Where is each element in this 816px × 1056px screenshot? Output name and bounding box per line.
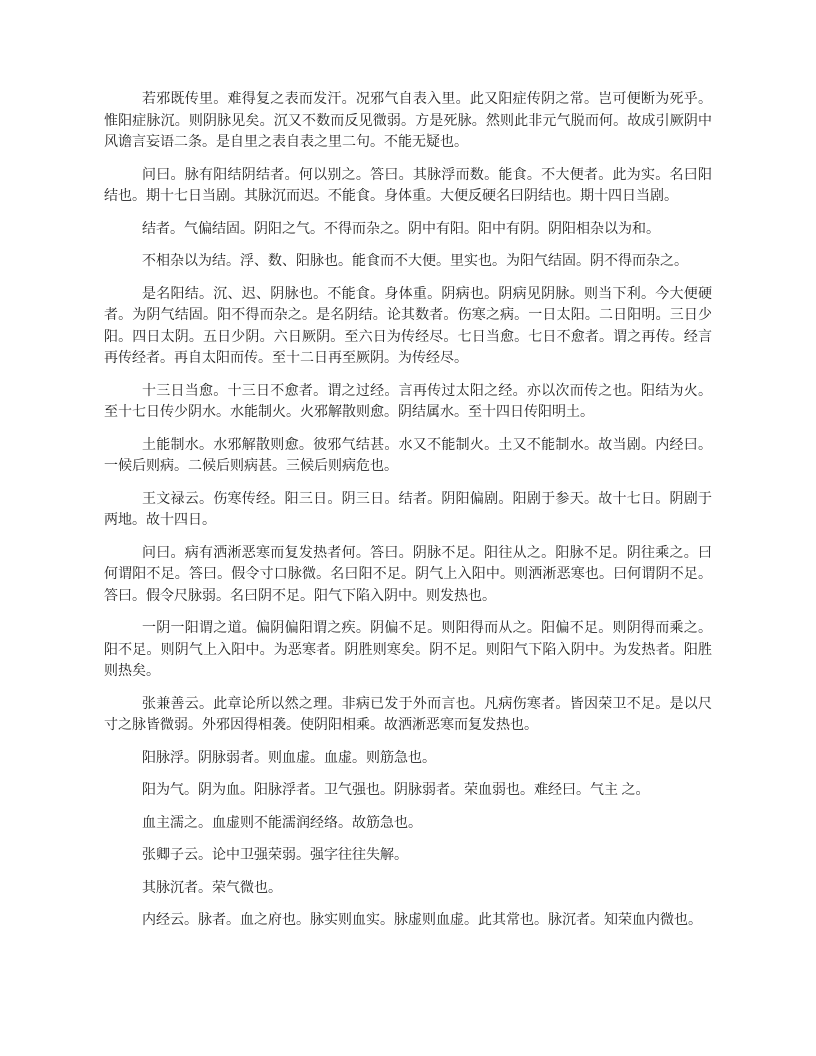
paragraph: 若邪既传里。难得复之表而发汗。况邪气自表入里。此又阳症传阴之常。岂可便断为死乎。惟阳症脉沉。则阴脉见矣。沉又不数而反见微弱。方是死脉。然则此非元气脱而何。故成引厥阴中风谵言妄语二条。是自里之表自表之里二句。不能无疑也。: [104, 92, 712, 150]
paragraph: 结者。气偏结固。阴阳之气。不得而杂之。阴中有阳。阳中有阴。阴阳相杂以为和。: [142, 221, 660, 237]
paragraph: 其脉沉者。荣气微也。: [142, 880, 282, 896]
paragraph: 是名阳结。沉、迟、阴脉也。不能食。身体重。阴病也。阴病见阴脉。则当下利。今大便硬者。为阴气结固。阳不得而杂之。是名阴结。论其数者。伤寒之病。一日太阳。二日阳明。三日少阳。四日太阴。五日少阴。六日厥阴。至六日为传经尽。七日当愈。七日不愈者。谓之再传。经言再传经者。再自太阳而传。至十二日再至厥阴。为传经尽。: [104, 286, 712, 366]
paragraph: 张卿子云。论中卫强荣弱。强字往往失解。: [142, 848, 408, 863]
paragraph: 问曰。脉有阳结阴结者。何以别之。答曰。其脉浮而数。能食。不大便者。此为实。名曰阳结也。期十七日当剧。其脉沉而迟。不能食。身体重。大便反硬名曰阴结也。期十四日当剧。: [104, 167, 712, 204]
paragraph: 土能制水。水邪解散则愈。彼邪气结甚。水又不能制火。土又不能制水。故当剧。内经曰。一候后则病。二候后则病甚。三候后则病危也。: [104, 437, 712, 474]
paragraph: 问曰。病有洒淅恶寒而复发热者何。答曰。阴脉不足。阳往从之。阳脉不足。阴往乘之。曰何谓阳不足。答曰。假令寸口脉微。名曰阳不足。阴气上入阳中。则洒淅恶寒也。曰何谓阴不足。答曰。假令尺脉弱。名曰阴不足。阳气下陷入阴中。则发热也。: [104, 545, 712, 604]
paragraph: 阳脉浮。阴脉弱者。则血虚。血虚。则筋急也。: [142, 750, 436, 766]
paragraph: 内经云。脉者。血之府也。脉实则血实。脉虚则血虚。此其常也。脉沉者。知荣血内微也。: [142, 913, 702, 928]
paragraph: 血主濡之。血虚则不能濡润经络。故筋急也。: [142, 815, 422, 831]
paragraph: 王文禄云。伤寒传经。阳三日。阴三日。结者。阴阳偏剧。阳剧于参天。故十七日。阴剧于两地。故十四日。: [104, 491, 712, 528]
paragraph: 不相杂以为结。浮、数、阳脉也。能食而不大便。里实也。为阳气结固。阴不得而杂之。: [142, 254, 688, 269]
paragraph: 张兼善云。此章论所以然之理。非病已发于外而言也。凡病伤寒者。皆因荣卫不足。是以尺寸之脉皆微弱。外邪因得相袭。使阴阳相乘。故洒淅恶寒而复发热也。: [104, 696, 712, 733]
paragraph: 十三日当愈。十三日不愈者。谓之过经。言再传过太阳之经。亦以次而传之也。阳结为火。至十七日传少阴水。水能制火。火邪解散则愈。阴结属水。至十四日传阳明土。: [104, 383, 712, 420]
paragraph: 一阴一阳谓之道。偏阴偏阳谓之疾。阴偏不足。则阳得而从之。阳偏不足。则阴得而乘之。阳不足。则阴气上入阳中。为恶寒者。阴胜则寒矣。阴不足。则阳气下陷入阴中。为发热者。阳胜则热矣。: [104, 621, 712, 679]
paragraph: 阳为气。阴为血。阳脉浮者。卫气强也。阴脉弱者。荣血弱也。难经曰。气主 之。: [142, 783, 650, 798]
text-column: [104, 89, 712, 932]
